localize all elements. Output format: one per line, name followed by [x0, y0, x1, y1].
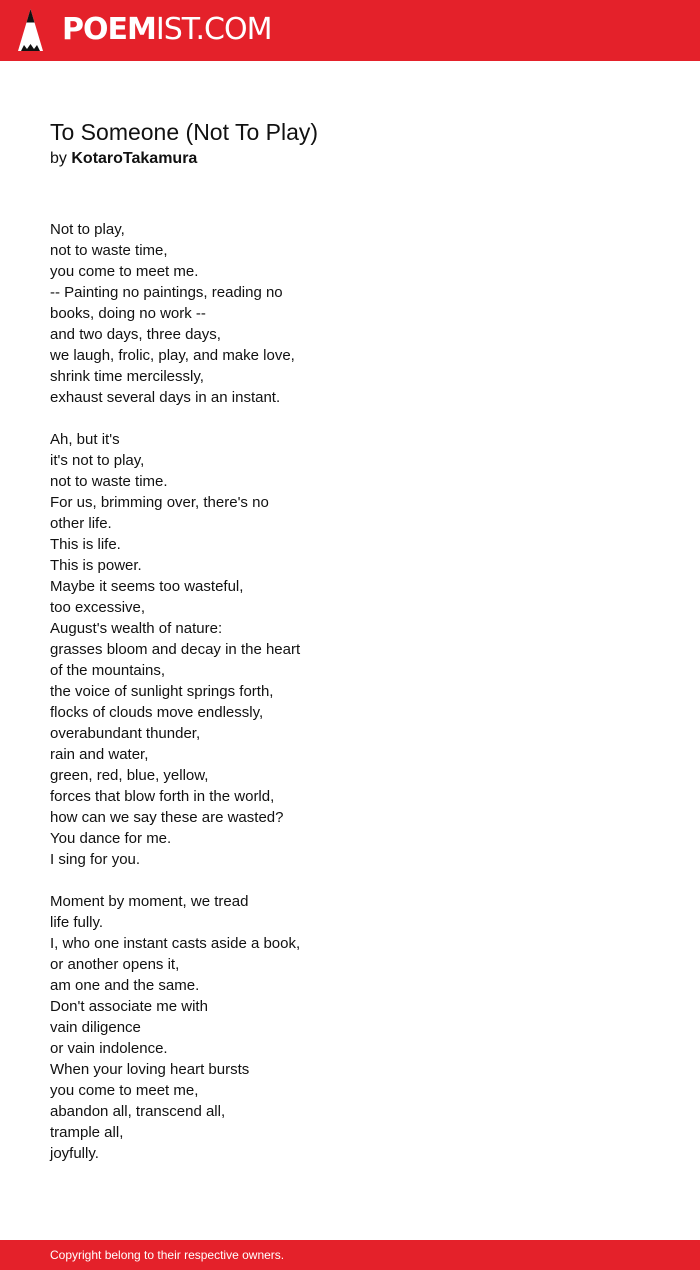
poem-line: of the mountains,	[50, 662, 166, 679]
poem-line: books, doing no work --	[50, 305, 206, 322]
author-name: KotaroTakamura	[71, 150, 198, 167]
poem-line: Moment by moment, we tread	[50, 893, 249, 910]
poem-line: This is power.	[50, 557, 142, 574]
poem-line: overabundant thunder,	[50, 725, 201, 742]
poem-line: Not to play,	[50, 221, 125, 238]
pencil-icon[interactable]	[18, 9, 43, 51]
poem-line: how can we say these are wasted?	[50, 809, 284, 826]
poem-stanza	[50, 891, 650, 1164]
site-header	[0, 0, 700, 61]
poem-line: exhaust several days in an instant.	[50, 389, 281, 406]
poem-line: Maybe it seems too wasteful,	[50, 578, 244, 595]
poem-line: green, red, blue, yellow,	[50, 767, 209, 784]
poem-line: vain diligence	[50, 1019, 141, 1036]
poem-line: grasses bloom and decay in the heart	[50, 641, 301, 658]
poem-line: Ah, but it's	[50, 431, 120, 448]
poem-line: You dance for me.	[50, 830, 172, 847]
poem-line: other life.	[50, 515, 112, 532]
copyright-notice: Copyright belong to their respective owners.	[50, 1248, 285, 1262]
poem-line: This is life.	[50, 536, 121, 553]
poem-line: trample all,	[50, 1124, 124, 1141]
poem-line: or vain indolence.	[50, 1040, 168, 1057]
poem-line: August's wealth of nature:	[50, 620, 223, 637]
site-footer	[0, 1240, 700, 1270]
poem-line: and two days, three days,	[50, 326, 221, 343]
poem-header	[50, 117, 650, 170]
site-logo[interactable]	[62, 12, 271, 48]
poem-body	[50, 219, 650, 1185]
poem-line: the voice of sunlight springs forth,	[50, 683, 274, 700]
poem-line: am one and the same.	[50, 977, 200, 994]
poem-line: For us, brimming over, there's no	[50, 494, 269, 511]
poem-line: not to waste time,	[50, 242, 168, 259]
poem-line: shrink time mercilessly,	[50, 368, 204, 385]
poem-line: When your loving heart bursts	[50, 1061, 250, 1078]
poem-line: or another opens it,	[50, 956, 180, 973]
poem-line: rain and water,	[50, 746, 149, 763]
poem-line: joyfully.	[50, 1145, 99, 1162]
poem-line: forces that blow forth in the world,	[50, 788, 275, 805]
poem-line: flocks of clouds move endlessly,	[50, 704, 264, 721]
poem-line: you come to meet me,	[50, 1082, 199, 1099]
logo-text-light: IST.COM	[155, 12, 272, 47]
poem-line: we laugh, frolic, play, and make love,	[50, 347, 295, 364]
poem-line: you come to meet me.	[50, 263, 199, 280]
by-label: by	[50, 150, 67, 167]
poem-line: I, who one instant casts aside a book,	[50, 935, 301, 952]
poem-stanza	[50, 429, 650, 870]
poem-title: To Someone (Not To Play)	[50, 119, 319, 145]
poem-line: abandon all, transcend all,	[50, 1103, 226, 1120]
poem-line: I sing for you.	[50, 851, 141, 868]
poem-stanza	[50, 219, 650, 408]
poem-line: it's not to play,	[50, 452, 145, 469]
poem-line: -- Painting no paintings, reading no	[50, 284, 283, 301]
poem-line: not to waste time.	[50, 473, 168, 490]
byline	[50, 148, 650, 170]
poem-line: Don't associate me with	[50, 998, 208, 1015]
logo-text-bold: POEM	[62, 12, 156, 47]
poem-line: life fully.	[50, 914, 104, 931]
poem-line: too excessive,	[50, 599, 146, 616]
